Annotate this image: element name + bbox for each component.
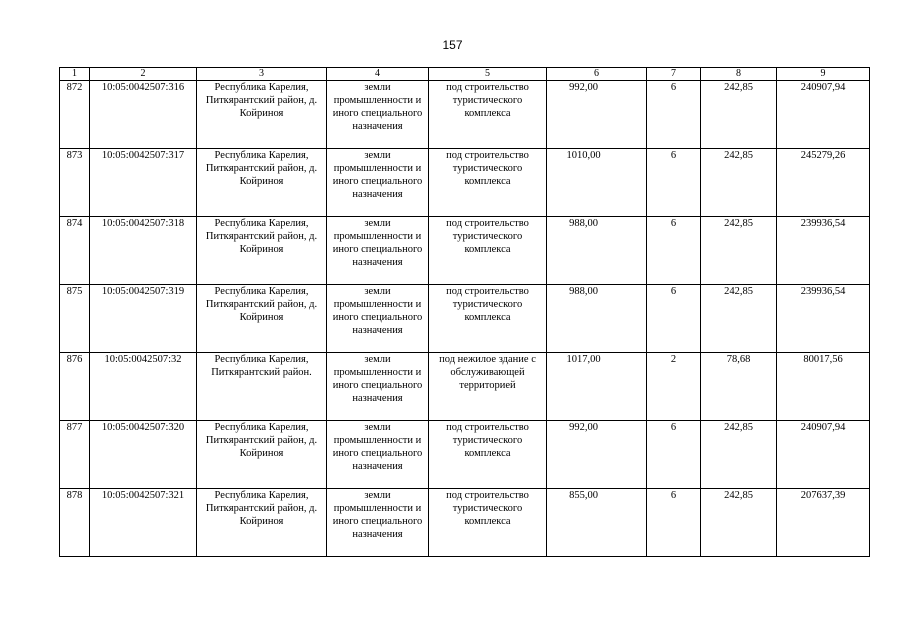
column-header: 4 <box>327 68 429 81</box>
table-row <box>60 81 870 149</box>
column-header: 5 <box>429 68 547 81</box>
column-9-value: 240907,94 <box>777 81 870 149</box>
column-9-value: 239936,54 <box>777 285 870 353</box>
land-category: земли промышленности и иного специального назначения <box>327 489 429 557</box>
land-category: земли промышленности и иного специального назначения <box>327 81 429 149</box>
column-7-value: 6 <box>647 285 701 353</box>
area: 1017,00 <box>547 353 647 421</box>
row-number: 875 <box>60 285 90 353</box>
land-category: земли промышленности и иного специального назначения <box>327 217 429 285</box>
cadastral-number: 10:05:0042507:317 <box>90 149 197 217</box>
address: Республика Карелия, Питкярантский район, д. Койриноя <box>197 421 327 489</box>
row-number: 877 <box>60 421 90 489</box>
area: 1010,00 <box>547 149 647 217</box>
table-row <box>60 149 870 217</box>
column-7-value: 6 <box>647 149 701 217</box>
column-8-value: 242,85 <box>701 489 777 557</box>
table-row <box>60 285 870 353</box>
permitted-use: под строительство туристического комплекса <box>429 149 547 217</box>
table-row <box>60 217 870 285</box>
permitted-use: под строительство туристического комплекса <box>429 285 547 353</box>
column-9-value: 207637,39 <box>777 489 870 557</box>
column-9-value: 239936,54 <box>777 217 870 285</box>
permitted-use: под строительство туристического комплекса <box>429 421 547 489</box>
land-category: земли промышленности и иного специального назначения <box>327 353 429 421</box>
address: Республика Карелия, Питкярантский район, д. Койриноя <box>197 285 327 353</box>
area: 855,00 <box>547 489 647 557</box>
row-number: 873 <box>60 149 90 217</box>
address: Республика Карелия, Питкярантский район, д. Койриноя <box>197 149 327 217</box>
column-number-row <box>60 68 870 81</box>
permitted-use: под строительство туристического комплекса <box>429 81 547 149</box>
column-7-value: 6 <box>647 217 701 285</box>
column-9-value: 245279,26 <box>777 149 870 217</box>
address: Республика Карелия, Питкярантский район, д. Койриноя <box>197 81 327 149</box>
cadastral-number: 10:05:0042507:316 <box>90 81 197 149</box>
permitted-use: под нежилое здание с обслуживающей территорией <box>429 353 547 421</box>
column-header: 9 <box>777 68 870 81</box>
area: 992,00 <box>547 81 647 149</box>
column-7-value: 6 <box>647 421 701 489</box>
land-category: земли промышленности и иного специального назначения <box>327 421 429 489</box>
land-plots-table <box>59 67 870 557</box>
column-8-value: 242,85 <box>701 217 777 285</box>
column-8-value: 242,85 <box>701 149 777 217</box>
column-header: 3 <box>197 68 327 81</box>
cadastral-number: 10:05:0042507:321 <box>90 489 197 557</box>
cadastral-number: 10:05:0042507:319 <box>90 285 197 353</box>
area: 992,00 <box>547 421 647 489</box>
address: Республика Карелия, Питкярантский район, д. Койриноя <box>197 217 327 285</box>
permitted-use: под строительство туристического комплекса <box>429 217 547 285</box>
address: Республика Карелия, Питкярантский район, д. Койриноя <box>197 489 327 557</box>
column-header: 2 <box>90 68 197 81</box>
column-header: 8 <box>701 68 777 81</box>
permitted-use: под строительство туристического комплекса <box>429 489 547 557</box>
column-9-value: 80017,56 <box>777 353 870 421</box>
row-number: 878 <box>60 489 90 557</box>
row-number: 874 <box>60 217 90 285</box>
column-7-value: 6 <box>647 489 701 557</box>
address: Республика Карелия, Питкярантский район. <box>197 353 327 421</box>
row-number: 876 <box>60 353 90 421</box>
table-row <box>60 353 870 421</box>
column-8-value: 78,68 <box>701 353 777 421</box>
column-7-value: 6 <box>647 81 701 149</box>
land-category: земли промышленности и иного специального назначения <box>327 285 429 353</box>
cadastral-number: 10:05:0042507:318 <box>90 217 197 285</box>
column-header: 1 <box>60 68 90 81</box>
column-8-value: 242,85 <box>701 285 777 353</box>
area: 988,00 <box>547 217 647 285</box>
column-7-value: 2 <box>647 353 701 421</box>
column-8-value: 242,85 <box>701 421 777 489</box>
table-row <box>60 489 870 557</box>
column-9-value: 240907,94 <box>777 421 870 489</box>
cadastral-number: 10:05:0042507:32 <box>90 353 197 421</box>
cadastral-number: 10:05:0042507:320 <box>90 421 197 489</box>
table-row <box>60 421 870 489</box>
page-number: 157 <box>442 38 463 52</box>
column-8-value: 242,85 <box>701 81 777 149</box>
row-number: 872 <box>60 81 90 149</box>
area: 988,00 <box>547 285 647 353</box>
column-header: 6 <box>547 68 647 81</box>
column-header: 7 <box>647 68 701 81</box>
land-category: земли промышленности и иного специального назначения <box>327 149 429 217</box>
